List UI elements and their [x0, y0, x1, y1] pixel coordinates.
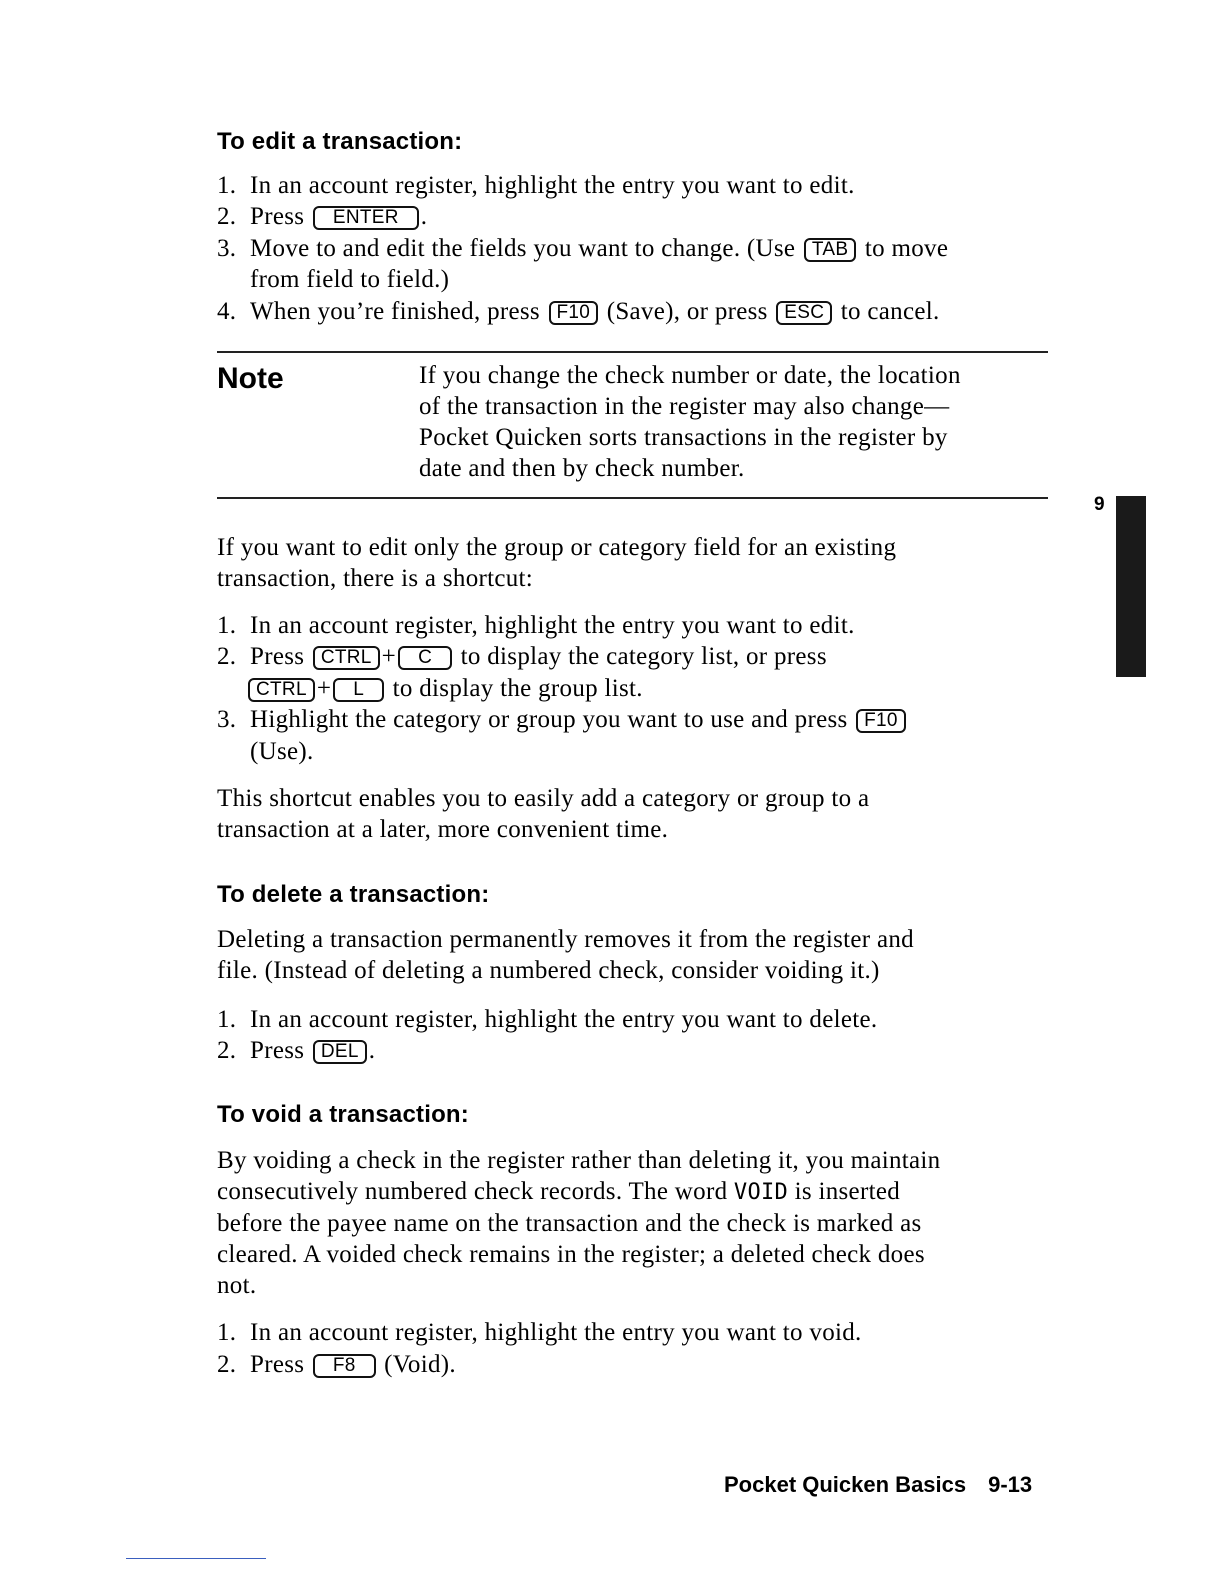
footer-title: Pocket Quicken Basics	[724, 1472, 967, 1497]
delete-step-2: 2. Press DEL .	[217, 1037, 376, 1064]
esc-key: ESC	[776, 301, 832, 325]
l-key: L	[333, 678, 384, 702]
c-key: C	[398, 646, 452, 670]
edit-step-2: 2. Press ENTER .	[217, 203, 428, 230]
delete-step-1: 1. In an account register, highlight the entry you want to delete.	[217, 1006, 878, 1033]
tab-key: TAB	[804, 238, 856, 262]
chapter-number: 9	[1094, 494, 1105, 515]
del-key: DEL	[313, 1040, 367, 1064]
enter-key: ENTER	[313, 206, 419, 230]
chapter-thumb-tab	[1116, 496, 1146, 677]
ctrl-key: CTRL	[313, 646, 380, 670]
shortcut-step-1: 1. In an account register, highlight the entry you want to edit.	[217, 612, 855, 639]
void-code: VOID	[733, 1180, 789, 1205]
page-footer	[724, 1472, 1032, 1498]
note-top-rule	[217, 351, 1048, 353]
void-description: By voiding a check in the register rather than deleting it, you maintain consecutively numbered check records. The word VOID is inserted before the payee name on the transaction and the check is marked as cleared. A voided check remains in the register; a deleted check does not.	[217, 1147, 941, 1299]
ctrl-key: CTRL	[248, 678, 315, 702]
shortcut-outro: This shortcut enables you to easily add a category or group to a transaction at a later, more convenient time.	[217, 785, 870, 843]
shortcut-step-2-continued: CTRL + L to display the group list.	[217, 673, 643, 704]
f8-key: F8	[313, 1354, 376, 1378]
edit-step-4: 4. When you’re finished, press F10 (Save), or press ESC to cancel.	[217, 298, 940, 325]
delete-heading: To delete a transaction:	[217, 881, 490, 908]
scan-edge-line	[126, 1558, 266, 1559]
note-label: Note	[217, 362, 284, 395]
note-text: If you change the check number or date, the location of the transaction in the register may also change— Pocket Quicken sorts transactions in the register by date and then by check number.	[419, 362, 961, 482]
note-bottom-rule	[217, 497, 1048, 499]
shortcut-step-2: 2. Press CTRL + C to display the category list, or press	[217, 643, 827, 670]
f10-key: F10	[549, 301, 599, 325]
edit-step-3-continued: from field to field.)	[250, 266, 450, 293]
edit-step-1: 1. In an account register, highlight the entry you want to edit.	[217, 172, 855, 199]
edit-step-3: 3. Move to and edit the fields you want to change. (Use TAB to move	[217, 235, 949, 262]
void-step-1: 1. In an account register, highlight the entry you want to void.	[217, 1319, 862, 1346]
f10-key: F10	[856, 709, 906, 733]
delete-description: Deleting a transaction permanently removes it from the register and file. (Instead of deleting a numbered check, consider voiding it.)	[217, 926, 914, 984]
edit-heading: To edit a transaction:	[217, 128, 463, 155]
page-number: 9-13	[988, 1472, 1033, 1497]
void-step-2: 2. Press F8 (Void).	[217, 1351, 456, 1378]
shortcut-intro: If you want to edit only the group or category field for an existing transaction, there is a shortcut:	[217, 534, 897, 592]
void-heading: To void a transaction:	[217, 1101, 469, 1128]
shortcut-step-3-continued: (Use).	[250, 738, 314, 765]
shortcut-step-3: 3. Highlight the category or group you want to use and press F10	[217, 704, 908, 735]
